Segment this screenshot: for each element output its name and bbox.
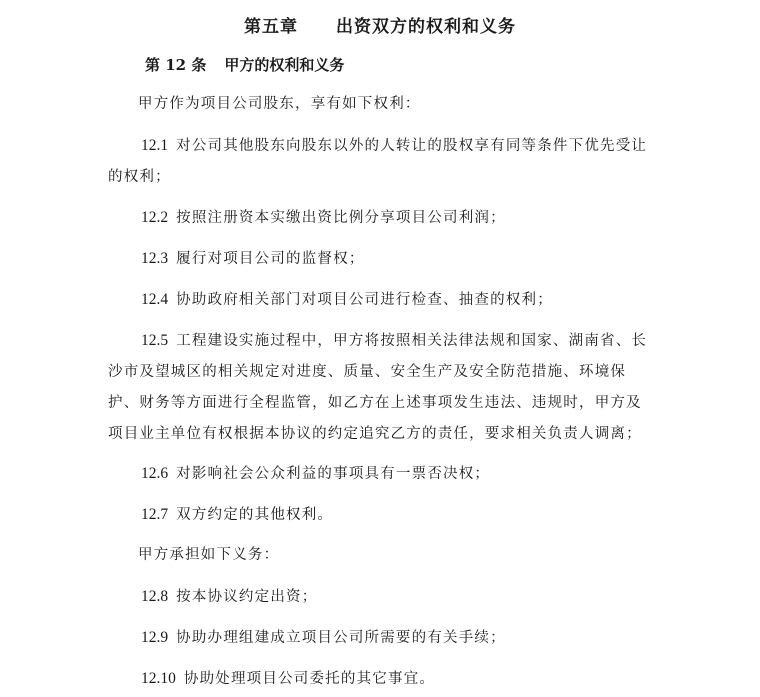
clause-number: 12.3	[141, 250, 169, 267]
clause-number: 12.1	[141, 137, 169, 154]
clause-number: 12.7	[141, 506, 169, 523]
article-number: 第 12 条	[145, 56, 207, 74]
clause-text: 按本协议约定出资；	[176, 589, 318, 605]
clause-12-9	[108, 622, 656, 654]
clause-12-4	[108, 284, 656, 316]
clause-number: 12.8	[141, 588, 169, 605]
clause-text: 按照注册资本实缴出资比例分享项目公司利润；	[176, 210, 506, 226]
chapter-title-text: 出资双方的权利和义务	[336, 17, 516, 37]
clause-number: 12.6	[141, 465, 169, 482]
clause-text: 协助政府相关部门对项目公司进行检查、抽查的权利；	[176, 292, 553, 308]
rights-intro: 甲方作为项目公司股东，享有如下权利：	[138, 96, 421, 112]
clause-text: 协助处理项目公司委托的其它事宜。	[183, 671, 436, 687]
clause-12-10	[108, 663, 656, 695]
chapter-title	[0, 12, 760, 37]
clause-text: 双方约定的其他权利。	[176, 507, 334, 523]
clause-number: 12.2	[141, 209, 169, 226]
clause-text: 对影响社会公众利益的事项具有一票否决权；	[176, 466, 491, 482]
clause-12-2	[108, 202, 656, 234]
clause-text: 协助办理组建成立项目公司所需要的有关手续；	[176, 630, 506, 646]
chapter-number: 第五章	[244, 17, 298, 37]
clause-12-1	[108, 130, 656, 193]
clause-text: 工程建设实施过程中，甲方将按照相关法律法规和国家、湖南省、长沙市及望城区的相关规定对进度、质量、安全生产及安全防范措施、环境保护、财务等方面进行全程监管，如乙方在上述事项发生违法、违规时，甲方及项目业主单位有权根据本协议的约定追究乙方的责任，要求相关负责人调离；	[108, 333, 648, 442]
clause-number: 12.9	[141, 629, 169, 646]
clause-12-6	[108, 458, 656, 490]
clause-text: 履行对项目公司的监督权；	[176, 251, 365, 267]
clause-12-5	[108, 325, 656, 450]
clause-12-3	[108, 243, 656, 275]
article-title: 甲方的权利和义务	[224, 56, 345, 74]
obligations-intro: 甲方承担如下义务：	[138, 547, 280, 563]
clause-number: 12.10	[141, 670, 176, 687]
article-heading	[145, 54, 344, 75]
clause-12-7	[108, 499, 656, 531]
clause-number: 12.4	[141, 291, 169, 308]
clause-12-8	[108, 581, 656, 613]
clause-number: 12.5	[141, 332, 169, 349]
clause-text: 对公司其他股东向股东以外的人转让的股权享有同等条件下优先受让的权利；	[108, 138, 648, 185]
